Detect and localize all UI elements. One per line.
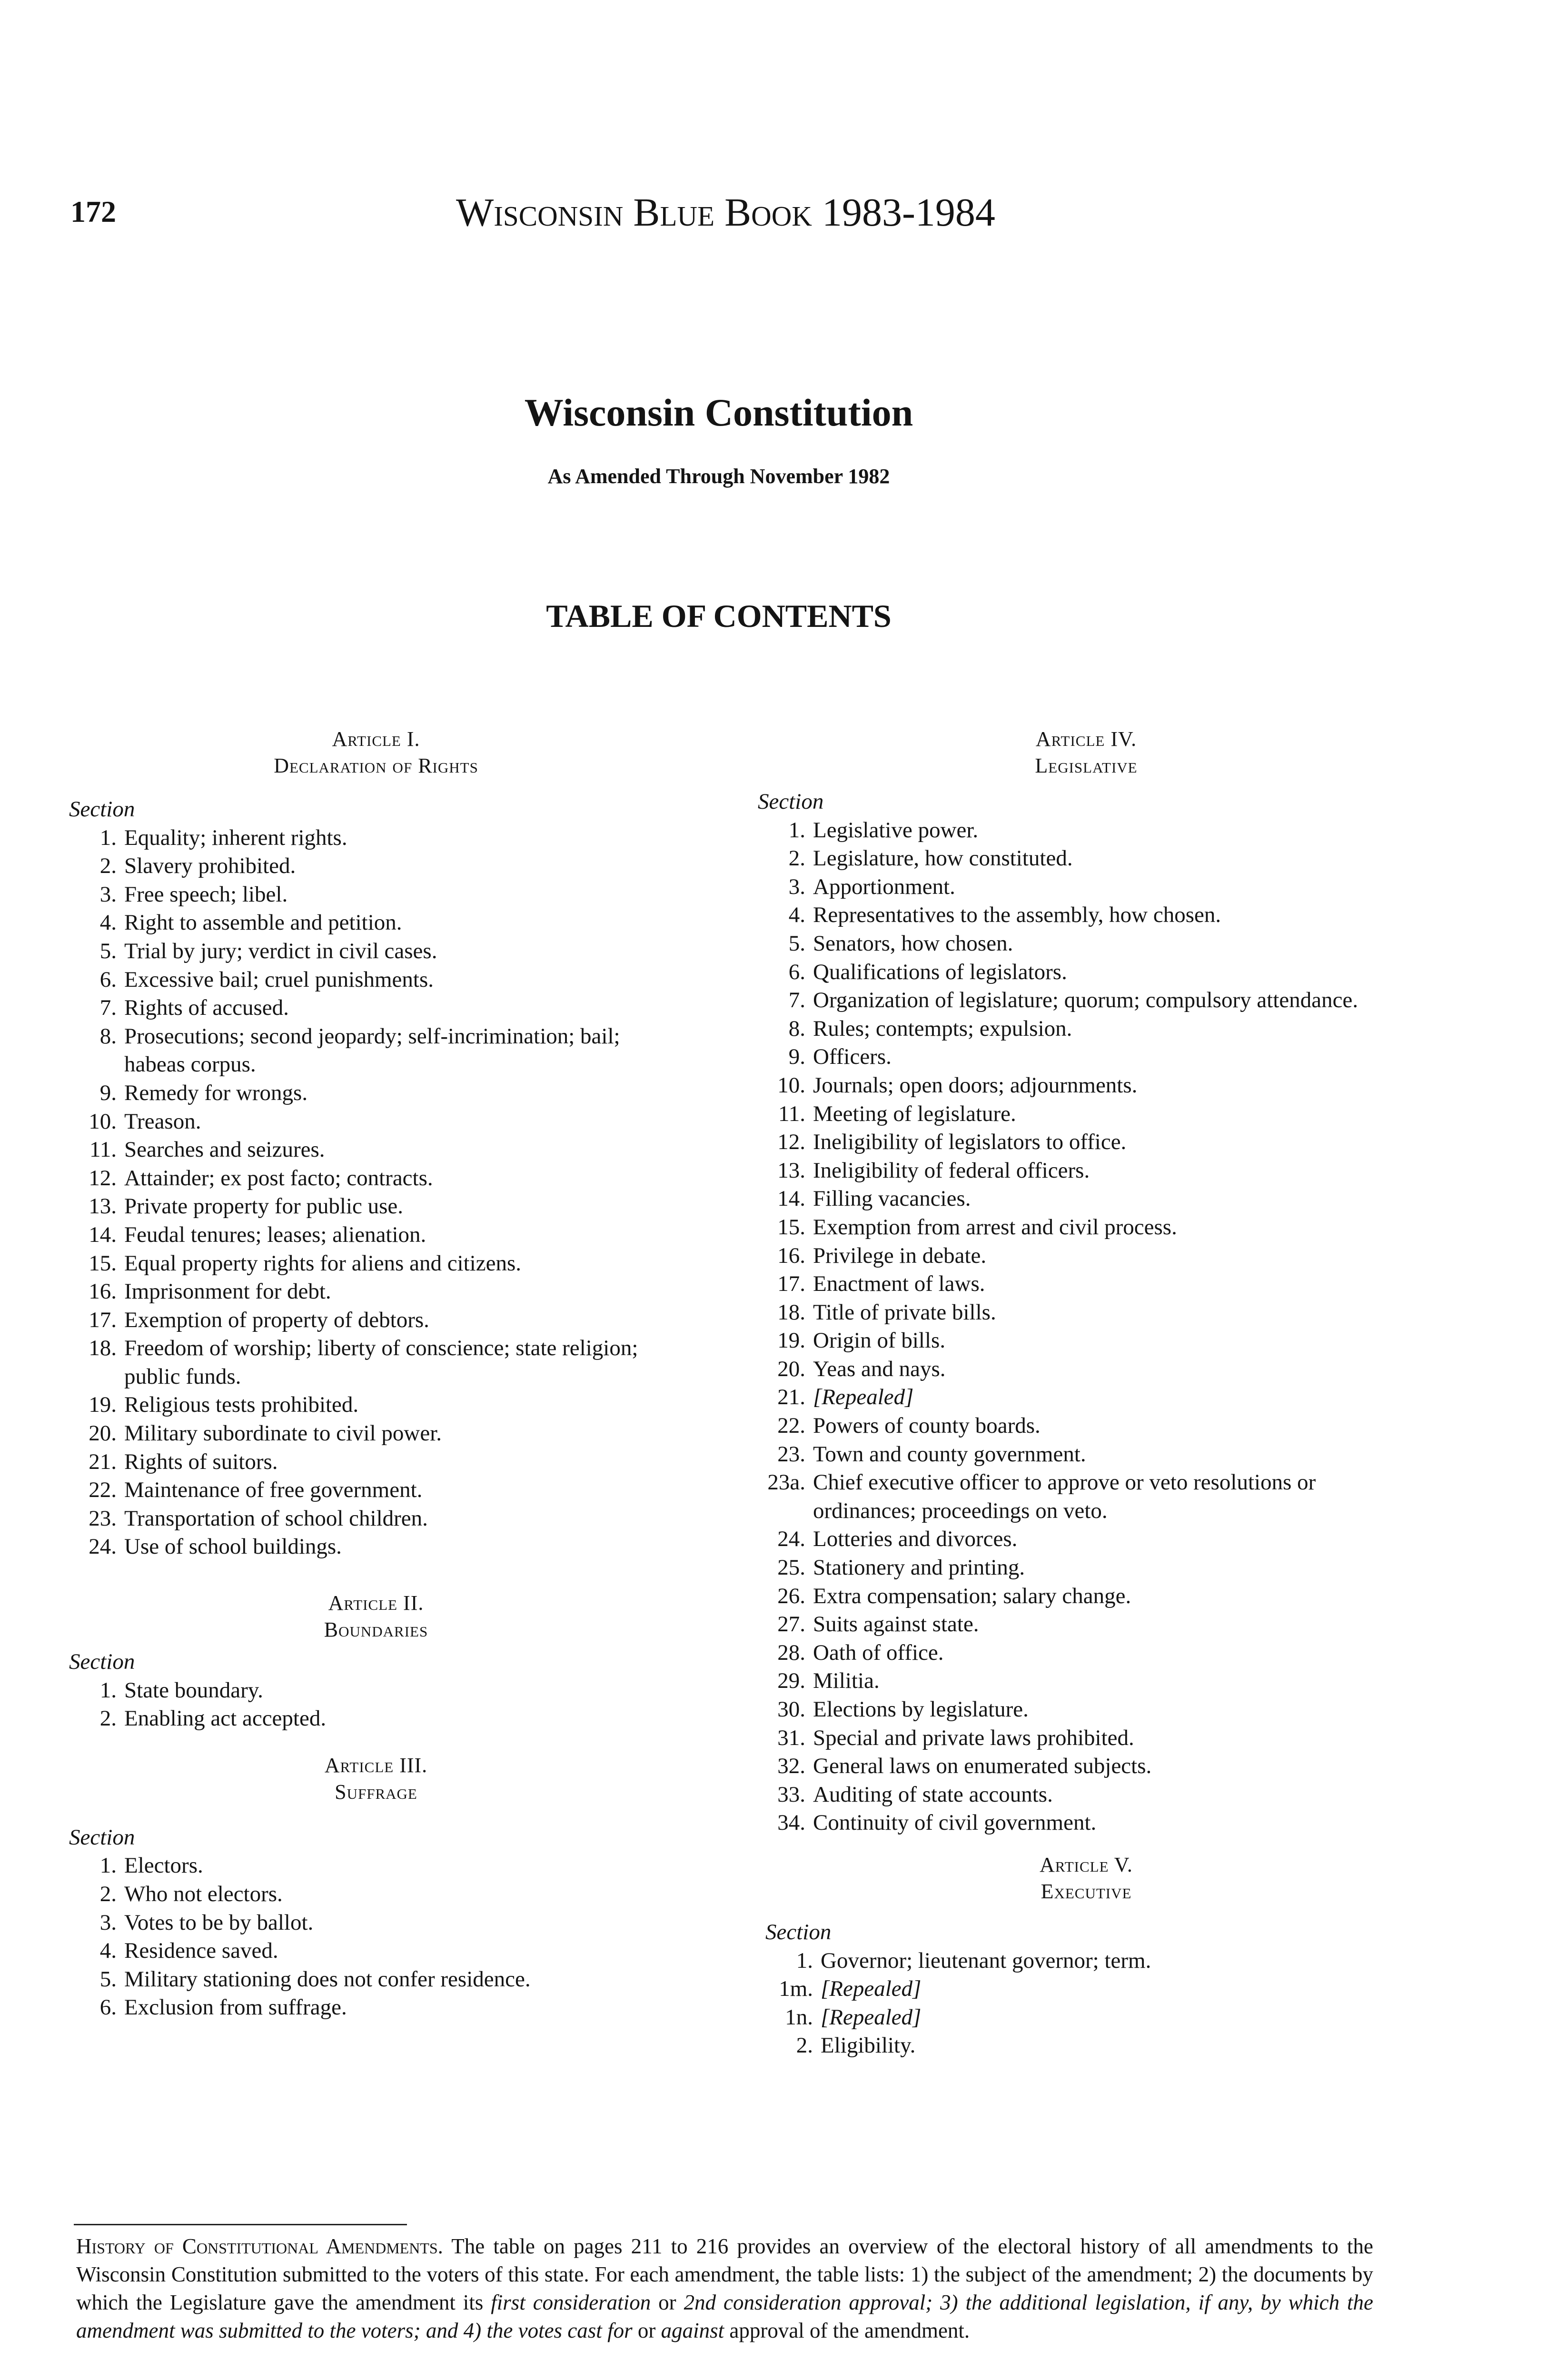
section-title: Attainder; ex post facto; contracts. [124,1165,433,1190]
section-number: 2. [796,2033,813,2058]
section-number: 6. [99,967,117,992]
toc-entry [69,1108,683,1136]
footnote-italic: first consideration [491,2291,651,2314]
section-title: Feudal tenures; leases; alienation. [124,1222,426,1247]
article-number: Article I. [332,727,420,751]
toc-entry [758,1468,1415,1525]
toc-entry [758,1610,1415,1639]
section-title: Who not electors. [124,1882,283,1906]
document-subtitle: As Amended Through November 1982 [547,465,890,488]
section-number: 1. [99,1853,117,1878]
section-number: 23a. [767,1470,805,1495]
page-number: 172 [70,195,116,228]
section-number: 18. [89,1336,117,1361]
article-name: Executive [1041,1879,1132,1903]
section-title: Filling vacancies. [813,1186,971,1211]
section-number: 24. [777,1527,805,1552]
section-title: Treason. [124,1109,201,1134]
section-title: Free speech; libel. [124,882,288,907]
section-title: Eligibility. [821,2033,916,2058]
section-number: 29. [777,1668,805,1694]
section-number: 26. [777,1583,805,1608]
toc-entry [758,1299,1415,1327]
section-number: 31. [777,1725,805,1750]
section-number: 16. [777,1243,805,1268]
toc-entry [69,994,683,1022]
section-title: Stationery and printing. [813,1555,1025,1580]
section-number: 12. [777,1130,805,1155]
section-number: 5. [99,1966,117,1992]
footnote-text: The table on pages 211 to 216 provides an overview of the electoral history of all amendments to the Wisconsin Constitution submitted to the voters of this state. For each amendment, the table lists: 1) the subject of the amendment; 2) the documents by which the Legislature gave the amendment its [76,2234,1373,2314]
section-number: 16. [89,1279,117,1304]
toc-entry [758,1383,1415,1412]
section-title: Privilege in debate. [813,1243,987,1268]
section-title: Freedom of worship; liberty of conscience; state religion; public funds. [124,1336,638,1389]
section-title: [Repealed] [821,1976,922,2002]
section-number: 1. [99,825,117,850]
section-number: 3. [99,882,117,907]
section-number: 1. [796,1948,813,1973]
toc-entry [758,1525,1415,1554]
section-title: Journals; open doors; adjournments. [813,1072,1138,1098]
section-title: General laws on enumerated subjects. [813,1754,1152,1779]
toc-entry [765,1975,1415,2003]
section-number: 34. [777,1810,805,1835]
toc-entry [69,1852,683,1880]
section-number: 11. [89,1137,117,1162]
section-number: 17. [777,1271,805,1297]
toc-entry [758,816,1415,845]
toc-entry [69,1079,683,1108]
toc-entry [765,2003,1415,2032]
section-number: 8. [99,1023,117,1049]
section-title: Rights of accused. [124,995,289,1021]
section-title: Equality; inherent rights. [124,825,347,850]
section-list [69,824,683,1561]
toc-entry [758,930,1415,958]
section-title: Use of school buildings. [124,1534,342,1559]
section-title: Rights of suitors. [124,1449,278,1474]
section-number: 20. [89,1421,117,1446]
footnote [76,2232,1373,2345]
section-title: Powers of county boards. [813,1413,1041,1438]
section-title: Ineligibility of federal officers. [813,1158,1090,1183]
footnote-italic: 2nd consideration approval; 3) the additional legislation, if any, by which the amendment was submitted to the voters; and 4) the votes cast [76,2291,1373,2342]
footnote-lead: History of Constitutional Amendments. [76,2234,443,2258]
toc-entry [69,1993,683,2022]
section-number: 2. [99,853,117,879]
section-title: Legislative power. [813,817,979,843]
section-number: 4. [99,910,117,935]
toc-heading: TABLE OF CONTENTS [546,598,892,634]
section-list [69,1852,683,2022]
toc-entry [758,1752,1415,1781]
toc-entry [69,824,683,853]
section-title: Organization of legislature; quorum; compulsory attendance. [813,988,1358,1013]
section-title: Residence saved. [124,1938,278,1964]
section-title: Apportionment. [813,874,955,899]
toc-entry [758,1270,1415,1299]
section-number: 13. [777,1158,805,1183]
section-title: Transportation of school children. [124,1506,428,1531]
section-title: [Repealed] [821,2004,922,2030]
article-number: Article III. [324,1753,428,1777]
section-title: Exemption of property of debtors. [124,1307,429,1332]
book-title: Wisconsin Blue Book 1983-1984 [456,190,995,235]
toc-entry [758,1440,1415,1469]
section-number: 28. [777,1640,805,1665]
toc-entry [758,986,1415,1015]
toc-entry [758,1071,1415,1100]
section-number: 23. [777,1441,805,1467]
section-number: 21. [89,1449,117,1474]
footnote-italic: against [661,2319,724,2342]
toc-entry [69,1419,683,1448]
section-title: Origin of bills. [813,1328,946,1353]
toc-right-column [758,726,1415,2060]
section-number: 33. [777,1782,805,1807]
toc-entry [69,1164,683,1193]
toc-entry [69,1937,683,1965]
toc-entry [69,1221,683,1250]
section-title: Electors. [124,1853,203,1878]
section-number: 6. [788,959,805,984]
toc-entry [765,2032,1415,2060]
article-name: Declaration of Rights [274,754,478,777]
section-number: 1. [99,1677,117,1703]
section-title: Senators, how chosen. [813,931,1013,956]
section-title: Military subordinate to civil power. [124,1421,442,1446]
toc-entry [758,1355,1415,1384]
section-number: 9. [788,1044,805,1070]
section-title: Oath of office. [813,1640,944,1665]
section-number: 1n. [785,2004,813,2030]
section-title: Special and private laws prohibited. [813,1725,1134,1750]
toc-entry [69,1278,683,1306]
section-title: Excessive bail; cruel punishments. [124,967,434,992]
toc-entry [69,1533,683,1561]
toc-entry [758,901,1415,930]
section-number: 3. [99,1910,117,1935]
section-title: Auditing of state accounts. [813,1782,1053,1807]
section-number: 24. [89,1534,117,1559]
running-head [70,190,1422,237]
section-title: Meeting of legislature. [813,1101,1016,1126]
section-title: Continuity of civil government. [813,1810,1097,1835]
toc-entry [758,844,1415,873]
toc-entry [69,966,683,994]
article-heading [69,1590,683,1643]
toc-entry [69,1136,683,1164]
section-title: Enabling act accepted. [124,1706,327,1731]
toc-entry [69,909,683,937]
toc-entry [69,1022,683,1079]
article-name: Boundaries [324,1618,428,1642]
section-title: Legislature, how constituted. [813,846,1073,871]
section-number: 18. [777,1299,805,1325]
toc-entry [69,1250,683,1278]
section-number: 1m. [779,1976,813,2002]
section-title: Exemption from arrest and civil process. [813,1214,1177,1240]
toc-entry [69,852,683,881]
section-title: [Repealed] [813,1385,914,1410]
section-number: 30. [777,1697,805,1722]
article-name: Legislative [1035,754,1138,777]
section-title: Searches and seizures. [124,1137,325,1162]
toc-entry [758,1724,1415,1753]
toc-entry [69,937,683,966]
footnote-text: or [651,2291,684,2314]
section-title: Equal property rights for aliens and citizens. [124,1250,521,1276]
section-number: 3. [788,874,805,899]
section-title: Militia. [813,1668,880,1694]
section-number: 17. [89,1307,117,1332]
article-name: Suffrage [335,1780,417,1804]
section-number: 5. [99,938,117,963]
section-number: 4. [788,902,805,928]
section-title: Lotteries and divorces. [813,1527,1018,1552]
section-title: Extra compensation; salary change. [813,1583,1131,1608]
article-number: Article V. [1040,1853,1133,1876]
section-number: 14. [89,1222,117,1247]
footnote-italic: for [607,2319,633,2342]
section-number: 22. [89,1478,117,1503]
section-title: Chief executive officer to approve or veto resolutions or ordinances; proceedings on veto. [813,1470,1316,1523]
section-title: Enactment of laws. [813,1271,985,1297]
section-label: Section [69,797,135,822]
section-number: 7. [788,988,805,1013]
toc-entry [758,1554,1415,1582]
section-title: Elections by legislature. [813,1697,1029,1722]
toc-entry [69,1391,683,1419]
section-label: Section [758,789,824,814]
footnote-text [602,2319,607,2342]
section-title: Governor; lieutenant governor; term. [821,1948,1151,1973]
toc-entry [69,1705,683,1733]
section-number: 5. [788,931,805,956]
section-label: Section [69,1649,135,1675]
toc-entry [758,1015,1415,1043]
section-title: Imprisonment for debt. [124,1279,331,1304]
section-list [765,1947,1415,2060]
toc-entry [69,1880,683,1909]
section-number: 22. [777,1413,805,1438]
section-number: 27. [777,1612,805,1637]
toc-entry [758,1043,1415,1071]
section-number: 2. [788,846,805,871]
section-title: Representatives to the assembly, how chosen. [813,902,1221,928]
section-number: 12. [89,1165,117,1190]
toc-entry [69,1505,683,1533]
section-title: Votes to be by ballot. [124,1910,314,1935]
section-number: 15. [777,1214,805,1240]
section-number: 7. [99,995,117,1021]
section-title: Military stationing does not confer residence. [124,1966,531,1992]
section-number: 14. [777,1186,805,1211]
toc-entry [765,1947,1415,1975]
footnote-text: approval of the amendment. [724,2319,970,2342]
section-title: Rules; contempts; expulsion. [813,1016,1072,1041]
toc-entry [758,1412,1415,1440]
toc-entry [758,958,1415,987]
section-number: 9. [99,1080,117,1105]
section-title: Exclusion from suffrage. [124,1995,347,2020]
section-number: 19. [89,1392,117,1418]
toc-entry [69,1909,683,1937]
section-number: 13. [89,1194,117,1219]
section-title: Remedy for wrongs. [124,1080,308,1105]
toc-entry [758,1100,1415,1129]
article-heading [69,726,683,779]
section-number: 1. [788,817,805,843]
section-number: 32. [777,1754,805,1779]
toc-entry [69,1334,683,1391]
section-list [69,1676,683,1733]
article-number: Article II. [328,1591,424,1615]
toc-entry [758,1185,1415,1213]
section-number: 25. [777,1555,805,1580]
toc-entry [758,1781,1415,1809]
section-number: 23. [89,1506,117,1531]
section-number: 20. [777,1356,805,1381]
toc-entry [69,881,683,909]
toc-entry [758,1128,1415,1157]
document-title: Wisconsin Constitution [524,391,913,434]
section-title: State boundary. [124,1677,263,1703]
section-title: Right to assemble and petition. [124,910,402,935]
section-label: Section [765,1919,832,1944]
section-number: 4. [99,1938,117,1964]
section-number: 10. [777,1072,805,1098]
section-number: 10. [89,1109,117,1134]
toc-entry [758,1667,1415,1696]
article-number: Article IV. [1035,727,1137,751]
section-number: 6. [99,1995,117,2020]
section-title: Yeas and nays. [813,1356,946,1381]
section-title: Ineligibility of legislators to office. [813,1130,1127,1155]
toc-entry [758,1809,1415,1837]
article-heading [758,726,1415,779]
footnote-rule [74,2224,407,2225]
section-number: 2. [99,1706,117,1731]
toc-entry [758,1582,1415,1611]
section-title: Maintenance of free government. [124,1478,423,1503]
section-title: Prosecutions; second jeopardy; self-incrimination; bail; habeas corpus. [124,1023,620,1077]
toc-entry [69,1965,683,1994]
section-label: Section [69,1825,135,1850]
section-title: Religious tests prohibited. [124,1392,359,1418]
toc-entry [758,1639,1415,1667]
section-number: 2. [99,1882,117,1906]
footnote-text: or [632,2319,661,2342]
toc-entry [69,1306,683,1335]
section-number: 15. [89,1250,117,1276]
section-title: Suits against state. [813,1612,979,1637]
toc-entry [69,1192,683,1221]
section-title: Town and county government. [813,1441,1086,1467]
toc-entry [69,1448,683,1477]
section-title: Title of private bills. [813,1299,996,1325]
section-title: Officers. [813,1044,892,1070]
toc-entry [758,1157,1415,1185]
toc-entry [69,1676,683,1705]
section-number: 19. [777,1328,805,1353]
toc-entry [758,1696,1415,1724]
toc-entry [758,873,1415,902]
section-title: Private property for public use. [124,1194,404,1219]
toc-entry [758,1242,1415,1270]
article-heading [69,1752,683,1805]
toc-entry [758,1213,1415,1242]
article-heading [758,1852,1415,1905]
toc-left-column [69,726,683,2022]
section-list [758,816,1415,1837]
section-number: 21. [777,1385,805,1410]
toc-entry [758,1327,1415,1355]
section-number: 8. [788,1016,805,1041]
toc-entry [69,1476,683,1505]
section-title: Trial by jury; verdict in civil cases. [124,938,437,963]
section-title: Slavery prohibited. [124,853,296,879]
section-title: Qualifications of legislators. [813,959,1067,984]
section-number: 11. [778,1101,805,1126]
